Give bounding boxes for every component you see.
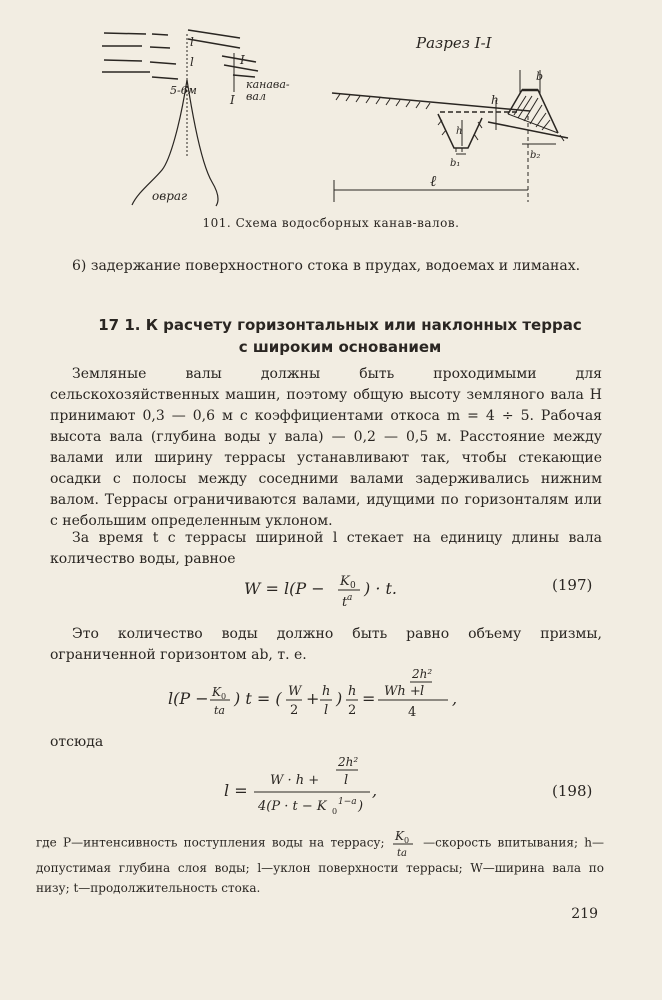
label-section-I-bottom: I <box>230 93 235 107</box>
label-b2: b₂ <box>530 150 541 161</box>
svg-text:): ) <box>358 799 364 814</box>
svg-text:W · h +: W · h + <box>270 773 320 788</box>
svg-text:4(P · t − K: 4(P · t − K <box>258 799 327 814</box>
equation-198 <box>220 752 400 818</box>
svg-text:l =: l = <box>224 781 248 800</box>
svg-text:2: 2 <box>290 703 299 718</box>
svg-text:l(P −: l(P − <box>168 689 209 708</box>
label-distance: 5-6м <box>170 84 197 97</box>
svg-text:K: K <box>212 685 221 699</box>
svg-text:a: a <box>347 593 353 603</box>
svg-text:l: l <box>324 703 329 718</box>
notes-part2: —скорость впитывания; h—допустимая глубина слоя воды; l—уклон поверхности террасы; W—ширина вала по низу; t—продолжительность стока. <box>36 835 604 895</box>
paragraph-3: Это количество воды должно быть равно объему призмы, ограниченной горизонтом ab, т. е. <box>50 626 602 663</box>
svg-text:,: , <box>452 689 458 708</box>
svg-text:) t = (: ) t = ( <box>234 689 282 708</box>
section-heading <box>60 314 620 358</box>
svg-text:): ) <box>336 689 343 708</box>
svg-text:l: l <box>420 684 425 699</box>
label-ravine: овраг <box>152 189 188 203</box>
equation-198-number: (198) <box>552 782 593 800</box>
svg-text:t: t <box>342 595 348 610</box>
svg-text:ta: ta <box>214 704 225 717</box>
svg-text:4: 4 <box>408 705 417 720</box>
figure-caption: 101. Схема водосборных канав-валов. <box>202 216 460 230</box>
label-h: h <box>491 93 499 107</box>
paragraph-1: Земляные валы должны быть проходимыми для сельскохозяйственных машин, поэтому общую высоту земляного вала H принимают 0,3 — 0,6 м с коэффициентами откоса m = 4 ÷ 5. Рабочая высота вала (глубина воды у вала) — 0,2 — 0,5 м. Расстояние между валами или ширину террасы устанавливают так, чтобы стекающие осадки с полосы между соседними валами задерживались нижним валом. Террасы ограничиваются валами, идущими по горизонталям или с небольшим определенным уклоном. <box>50 366 602 529</box>
label-ell: ℓ <box>430 172 437 190</box>
svg-text:0: 0 <box>332 807 338 816</box>
label-l-top: l <box>190 35 194 49</box>
equation-prism <box>164 662 494 724</box>
paragraph-2: За время t с террасы шириной l стекает на единицу длины вала количество воды, равное <box>50 530 602 567</box>
heading-line-2: с широким основанием <box>238 338 442 356</box>
svg-text:) · t.: ) · t. <box>364 579 398 598</box>
variable-notes <box>36 828 604 898</box>
page-number: 219 <box>571 906 598 922</box>
svg-text:2: 2 <box>348 703 357 718</box>
svg-text:2h²: 2h² <box>338 755 359 769</box>
svg-text:1−a: 1−a <box>338 797 357 807</box>
svg-text:Wh +: Wh + <box>384 684 421 699</box>
figure-101 <box>90 20 590 225</box>
svg-text:W = l(P −: W = l(P − <box>244 579 325 598</box>
svg-text:,: , <box>372 781 378 800</box>
label-l-bottom: l <box>190 55 194 69</box>
svg-text:+: + <box>306 689 320 708</box>
svg-text:=: = <box>362 689 376 708</box>
label-h-small: h <box>456 126 463 137</box>
label-b: b <box>536 70 544 83</box>
svg-text:ta: ta <box>396 848 407 858</box>
equation-197-number: (197) <box>552 576 593 594</box>
svg-text:K: K <box>394 829 404 843</box>
label-section-I-top: I <box>240 53 245 67</box>
svg-text:h: h <box>322 684 331 699</box>
svg-text:0: 0 <box>403 836 409 845</box>
svg-text:K: K <box>340 574 350 589</box>
notes-part1: где P—интенсивность поступления воды на террасу; <box>36 835 385 850</box>
heading-line-1: 17 1. К расчету горизонтальных или наклонных террас <box>98 316 582 334</box>
svg-text:W: W <box>288 684 302 699</box>
svg-text:0: 0 <box>221 692 227 701</box>
fraction-k0-over-ta <box>391 828 417 858</box>
svg-text:l: l <box>344 773 349 788</box>
equation-197 <box>240 568 480 612</box>
word-otsyuda: отсюда <box>50 734 104 750</box>
label-ditch-embankment: канава-вал <box>246 78 290 103</box>
svg-text:2h²: 2h² <box>412 667 433 681</box>
paragraph-b: 6) задержание поверхностного стока в прудах, водоемах и лиманах. <box>72 258 581 274</box>
label-section-title: Разрез I-I <box>416 34 492 52</box>
label-b1: b₁ <box>450 158 461 169</box>
svg-text:0: 0 <box>350 581 356 591</box>
svg-text:h: h <box>348 684 357 699</box>
